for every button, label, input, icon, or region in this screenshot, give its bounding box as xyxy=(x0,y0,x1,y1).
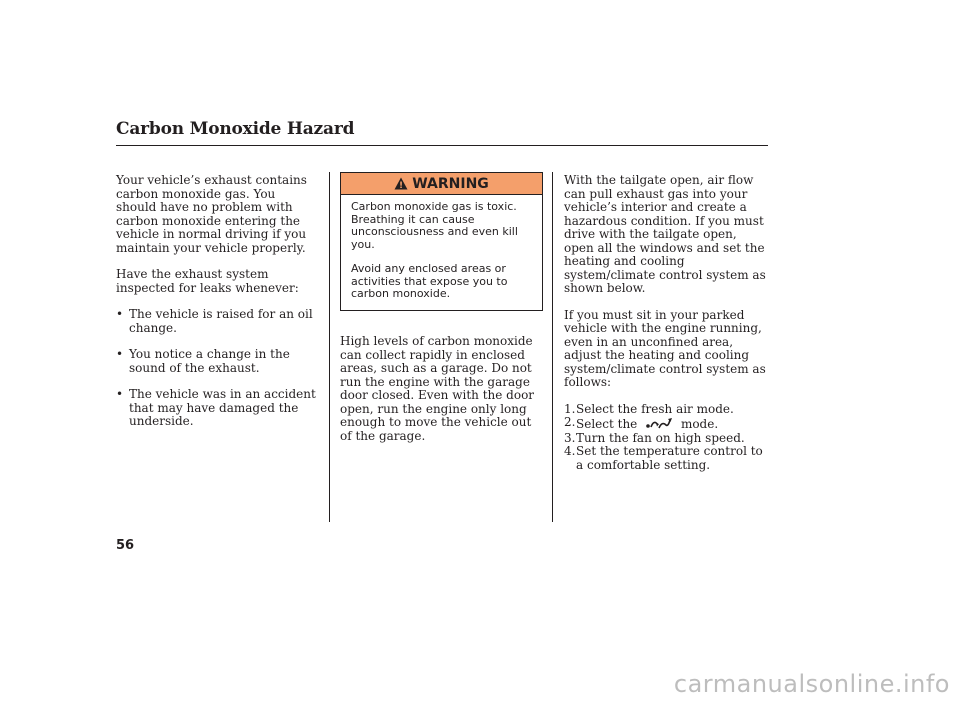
step-text: Select the xyxy=(576,417,638,431)
exhaust-intro-paragraph: Your vehicle’s exhaust contains carbon monoxide gas. You should have no problem with carbon monoxide entering the vehicle in normal driving if you maintain your vehicle properly. xyxy=(116,173,307,255)
warning-header xyxy=(341,173,542,195)
warning-triangle-icon xyxy=(394,177,408,190)
warning-text-toxic: Carbon monoxide gas is toxic. Breathing it can cause unconsciousness and even kill you. xyxy=(351,200,518,251)
list-item xyxy=(116,388,316,429)
climate-steps-list xyxy=(564,403,770,473)
list-item-text: The vehicle was in an accident that may have damaged the underside. xyxy=(129,387,316,428)
list-item xyxy=(564,432,770,446)
column-left xyxy=(116,174,316,442)
page-number: 56 xyxy=(116,538,135,553)
list-item xyxy=(564,416,770,432)
inspection-paragraph: Have the exhaust system inspected for leaks whenever: xyxy=(116,267,299,295)
warning-box xyxy=(340,172,543,311)
list-item-text: The vehicle is raised for an oil change. xyxy=(129,307,313,335)
step-number: 3. xyxy=(564,430,576,445)
bullet-icon: • xyxy=(116,387,124,401)
step-text: Set the temperature control to a comfortable setting. xyxy=(576,444,763,472)
column-divider-right xyxy=(552,172,553,522)
column-middle xyxy=(340,335,545,456)
step-number: 4. xyxy=(564,444,576,458)
parked-vehicle-paragraph: If you must sit in your parked vehicle with the engine running, even in an unconfined area, adjust the heating and cooling system/climate control system as follows: xyxy=(564,307,766,389)
bullet-icon: • xyxy=(116,307,124,321)
tailgate-paragraph: With the tailgate open, air flow can pull exhaust gas into your vehicle’s interior and create a hazardous condition. If you must drive with the tailgate open, open all the windows and set the heating and cooling system/climate control system as shown below. xyxy=(564,173,766,295)
column-divider-left xyxy=(329,172,330,522)
step-text: Select the fresh air mode. xyxy=(576,401,734,416)
list-item xyxy=(116,308,316,335)
section-title: Carbon Monoxide Hazard xyxy=(116,119,355,139)
warning-exclamation: ! xyxy=(399,181,404,190)
step-text: Turn the fan on high speed. xyxy=(576,430,745,445)
warning-label: WARNING xyxy=(412,175,489,192)
inspection-bullet-list xyxy=(116,308,316,429)
list-item xyxy=(564,403,770,417)
watermark-text: carmanualsonline.info xyxy=(673,670,950,698)
warning-body xyxy=(341,195,542,301)
step-text-suffix: mode. xyxy=(680,417,719,431)
dash-vent-mode-icon xyxy=(644,416,674,430)
title-rule xyxy=(116,145,768,146)
step-number: 1. xyxy=(564,401,576,416)
list-item xyxy=(564,445,770,472)
list-item xyxy=(116,348,316,375)
bullet-icon: • xyxy=(116,347,124,361)
step-number: 2. xyxy=(564,415,576,429)
list-item-text: You notice a change in the sound of the exhaust. xyxy=(129,347,290,375)
garage-paragraph: High levels of carbon monoxide can collect rapidly in enclosed areas, such as a garage. Do not run the engine with the garage door closed. Even with the door open, run the engine only long enough to move the vehicle out of the garage. xyxy=(340,334,535,443)
column-right xyxy=(564,174,770,472)
warning-text-avoid: Avoid any enclosed areas or activities that expose you to carbon monoxide. xyxy=(351,262,508,300)
